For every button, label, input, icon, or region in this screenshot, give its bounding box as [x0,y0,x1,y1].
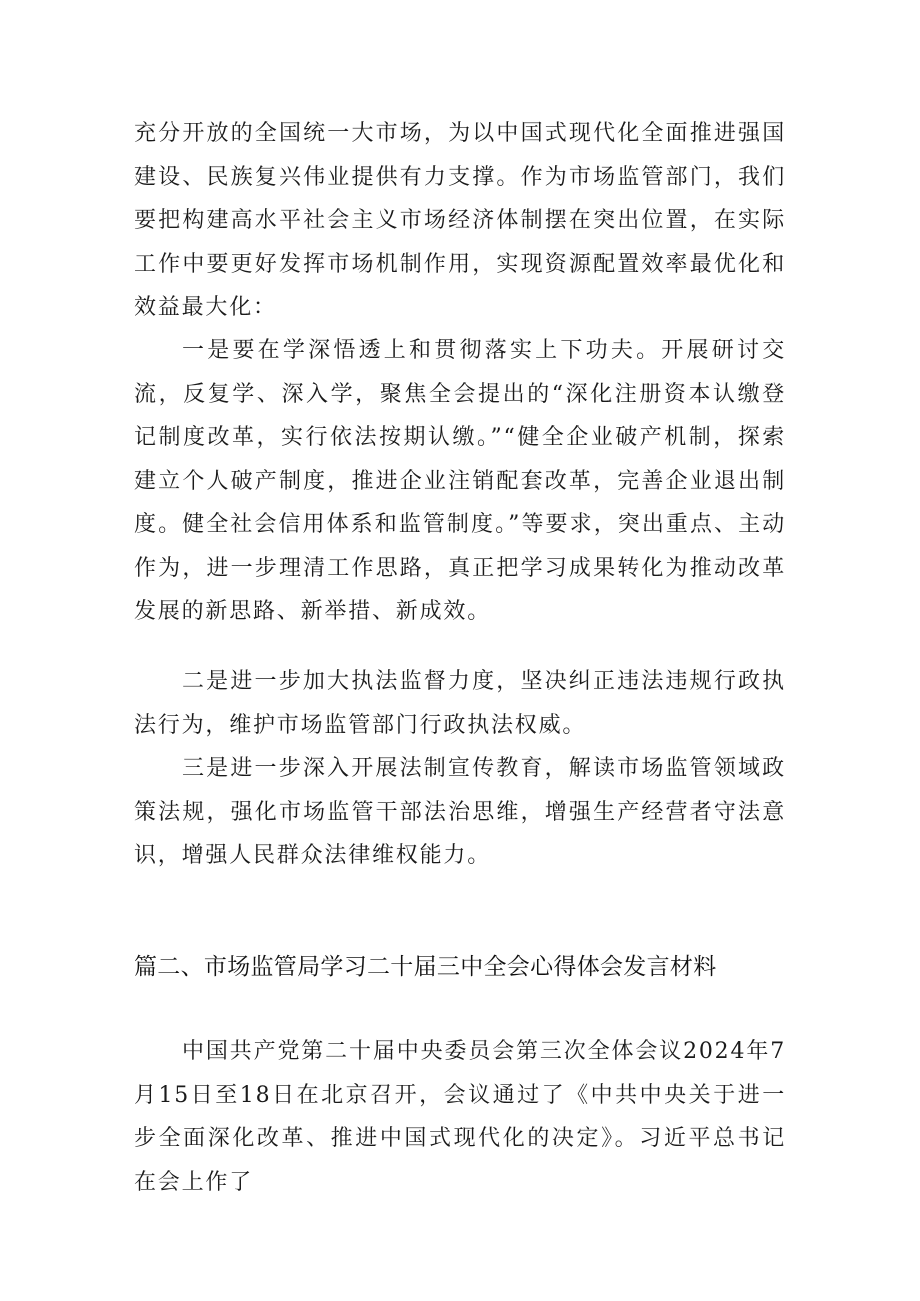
paragraph-intro: 中国共产党第二十届中央委员会第三次全体会议2024年7月15日至18日在北京召开，会议通过了《中共中央关于进一步全面深化改革、推进中国式现代化的决定》。习近平总书记在会上作了 [134,1039,786,1195]
paragraph-point-two: 二是进一步加大执法监督力度，坚决纠正违法违规行政执法行为，维护市场监管部门行政执法权威。 [134,669,786,738]
section-heading: 篇二、市场监管局学习二十届三中全会心得体会发言材料 [134,954,717,980]
paragraph-continuation: 充分开放的全国统一大市场，为以中国式现代化全面推进强国建设、民族复兴伟业提供有力支撑。作为市场监管部门，我们要把构建高水平社会主义市场经济体制摆在突出位置，在实际工作中要更好发挥市场机制作用，实现资源配置效率最优化和效益最大化： [134,121,786,320]
paragraph-point-three: 三是进一步深入开展法制宣传教育，解读市场监管领域政策法规，强化市场监管干部法治思维，增强生产经营者守法意识，增强人民群众法律维权能力。 [134,756,786,868]
paragraph-point-one: 一是要在学深悟透上和贯彻落实上下功夫。开展研讨交流，反复学、深入学，聚焦全会提出的“深化注册资本认缴登记制度改革，实行依法按期认缴。”“健全企业破产机制，探索建立个人破产制度，推进企业注销配套改革，完善企业退出制度。健全社会信用体系和监管制度。”等要求，突出重点、主动作为，进一步理清工作思路，真正把学习成果转化为推动改革发展的新思路、新举措、新成效。 [134,338,786,624]
